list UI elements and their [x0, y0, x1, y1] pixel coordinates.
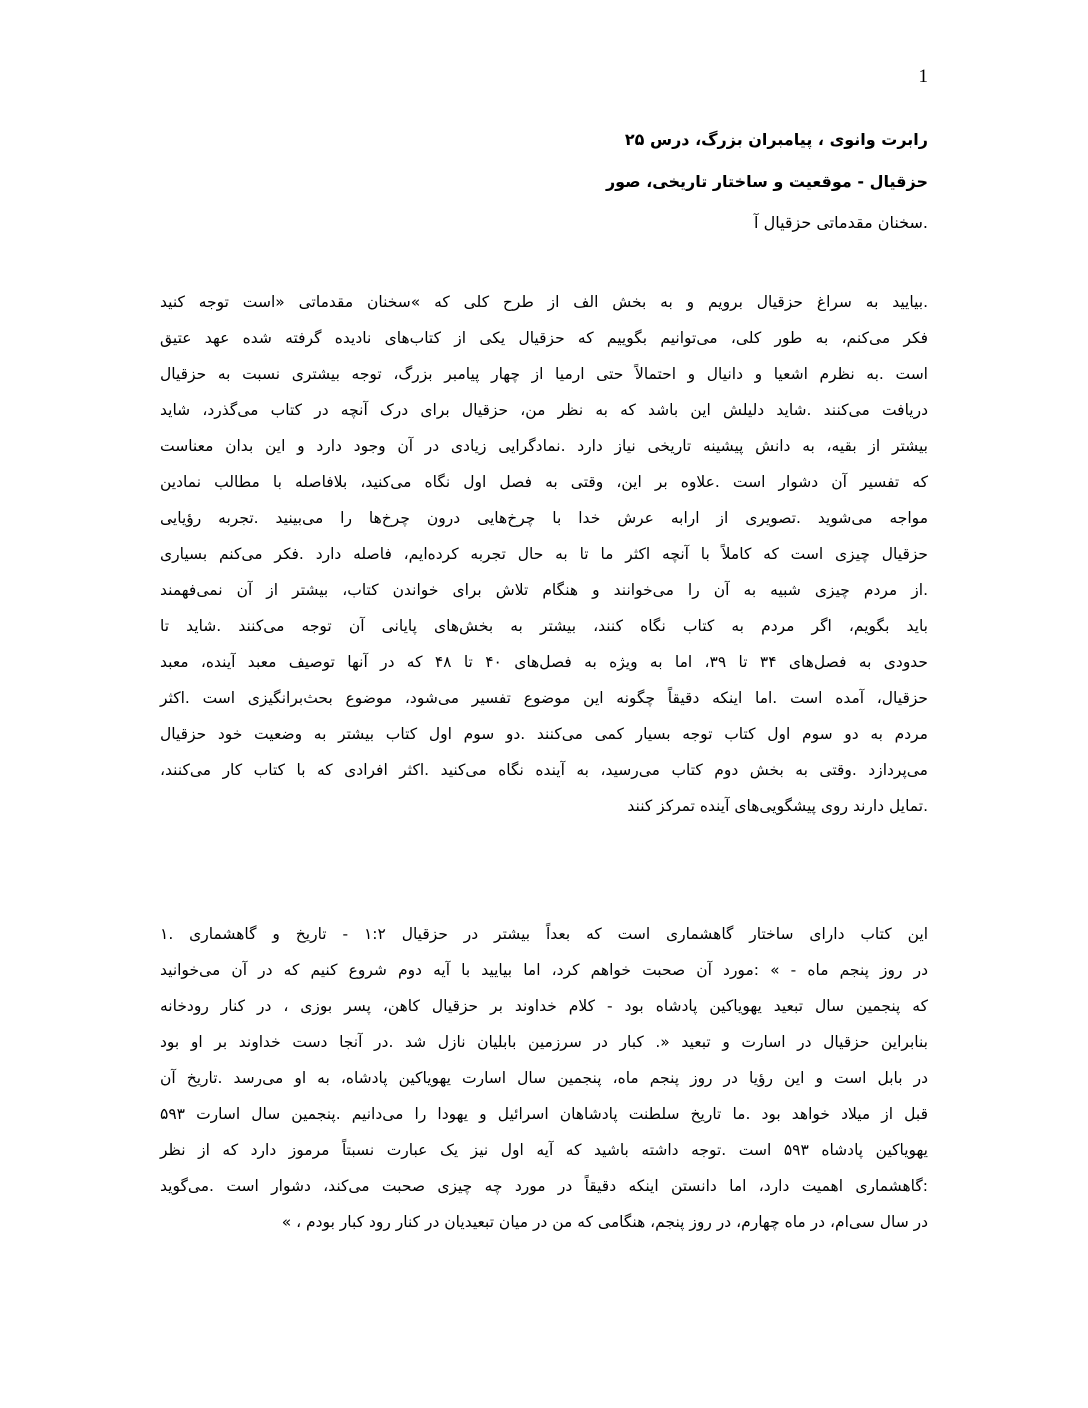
text-line: حزقیال، آمده است .اما اینکه دقیقاً چگونه این موضوع تفسیر می‌شود، موضوع بحث‌برانگیزی است .اکثر	[160, 689, 928, 707]
paragraph-introduction	[160, 284, 928, 824]
text-line: :گاهشماری اهمیت دارد، اما دانستن اینکه دقیقاً در مورد چه چیزی صحبت می‌کند، دشوار است .می‌گوید	[160, 1177, 928, 1195]
text-line: .بیایید به سراغ حزقیال برویم و به بخش الف از طرح کلی که »سخنان مقدماتی «است توجه کنید	[160, 293, 928, 311]
document-subtitle: حزقیال - موقعیت و ساختار تاریخی، صور	[605, 172, 928, 191]
text-line: که پنجمین سال تبعید یهویاکین پادشاه بود - کلام خداوند بر حزقیال کاهن، پسر بوزی ، در کنار رودخانه	[160, 997, 928, 1015]
text-line: یهویاکین پادشاه ۵۹۳ است .توجه داشته باشید که آیه اول نیز یک عبارت نسبتاً مرموز دارد که از نظر	[160, 1141, 929, 1159]
text-line: در بابل است و این رؤیا در روز پنجم ماه، پنجمین سال اسارت یهویاکین پادشاه، به او می‌رسد .تاریخ آن	[160, 1069, 928, 1087]
paragraph-history-chronology	[160, 916, 928, 1240]
page-number: 1	[918, 66, 928, 87]
text-line: در سال سی‌ام، در ماه چهارم، در روز پنجم، هنگامی که من در میان تبعیدیان در کنار رود کبار بودم ، »	[281, 1213, 928, 1231]
text-line: بنابراین حزقیال در اسارت و تبعید «. کبار در سرزمین بابلیان نازل شد .در آنجا دست خداوند بر او بود	[160, 1033, 928, 1051]
section-heading: .سخنان مقدماتی حزقیال آ	[754, 213, 928, 232]
document-title: رابرت وانوی ، پیامبران بزرگ، درس ۲۵	[624, 130, 928, 149]
text-line: در روز پنجم ماه - » :مورد آن صحبت خواهم کرد، اما بیایید با آیه دوم شروع کنیم که در آن می‌خوانید	[160, 961, 928, 979]
text-line: مواجه می‌شوید .تصویری از ارابه عرش خدا با چرخ‌هایی درون چرخ‌ها را می‌بینید .تجربه رؤیایی	[160, 509, 928, 527]
text-line: .تمایل دارند روی پیشگویی‌های آینده تمرکز کنند	[627, 797, 928, 815]
text-line: می‌پردازد .وقتی به بخش دوم کتاب می‌رسید، به آینده نگاه می‌کنید .اکثر افرادی که با کتاب کار می‌کنند،	[160, 761, 928, 779]
text-line: فکر می‌کنم، به طور کلی، می‌توانیم بگوییم که حزقیال یکی از کتاب‌های نادیده گرفته شده عهد عتیق	[160, 329, 928, 347]
text-line: این کتاب دارای ساختار گاهشماری است که بعداً بیشتر در حزقیال ۱:۲ - تاریخ و گاهشماری .۱	[160, 925, 929, 943]
text-line: قبل از میلاد خواهد بود .ما تاریخ سلطنت پادشاهان اسرائیل و یهودا را می‌دانیم .پنجمین سال اسارت ۵۹۳	[160, 1105, 928, 1123]
text-line: است .به نظرم اشعیا و دانیال و احتمالاً حتی ارمیا از چهار پیامبر بزرگ، توجه بیشتری نسبت به حزقیال	[160, 365, 928, 383]
text-line: حدودی به فصل‌های ۳۴ تا ۳۹، اما به ویژه به فصل‌های ۴۰ تا ۴۸ که در آنها توصیف معبد آینده، معبد	[160, 653, 929, 671]
text-line: .از مردم چیزی شبیه به آن را می‌خوانند و هنگام تلاش برای خواندن کتاب، بیشتر از آن نمی‌فهمند	[160, 581, 928, 599]
text-line: دریافت می‌کنند .شاید دلیلش این باشد که به نظر من، حزقیال برای درک آنچه در کتاب می‌گذرد، شاید	[160, 401, 928, 419]
text-line: باید بگویم، اگر مردم به کتاب نگاه کنند، بیشتر به بخش‌های پایانی آن توجه می‌کنند .شاید تا	[160, 617, 928, 635]
text-line: حزقیال چیزی است که کاملاً با آنچه اکثر ما تا به حال تجربه کرده‌ایم، فاصله دارد .فکر می‌کنم بسیاری	[160, 545, 928, 563]
text-line: که تفسیر آن دشوار است .علاوه بر این، وقتی به فصل اول نگاه می‌کنید، بلافاصله با مطالب نمادین	[160, 473, 928, 491]
text-line: بیشتر از بقیه، به دانش پیشینه تاریخی نیاز دارد .نمادگرایی زیادی در آن وجود دارد و این بدان معناست	[160, 437, 928, 455]
text-line: مردم به دو سوم اول کتاب توجه بسیار کمی می‌کنند .دو سوم اول کتاب بیشتر به وضعیت خود حزقیال	[160, 725, 928, 743]
